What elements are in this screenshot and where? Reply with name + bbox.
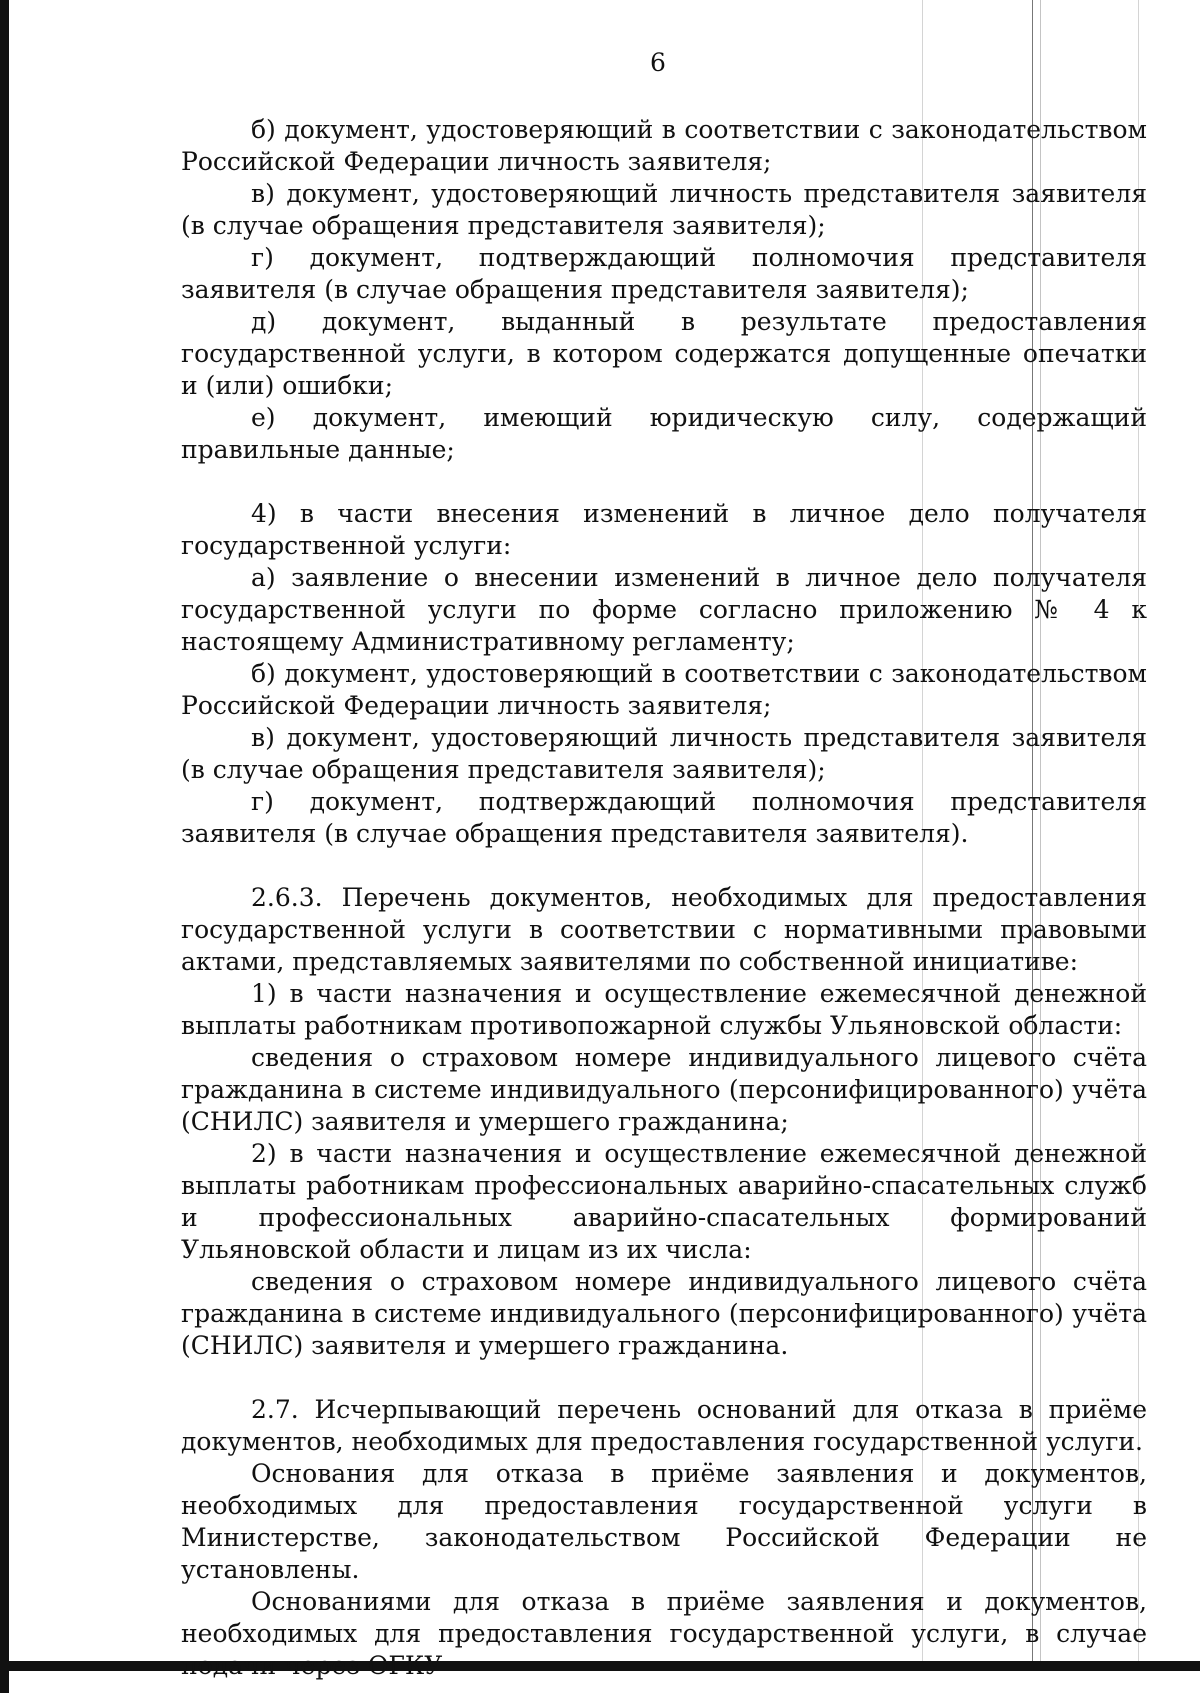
paragraph: Основаниями для отказа в приёме заявления и документов, необходимых для предоставления государственной услуги, в случае подачи через ОГКУ xyxy=(181,1587,1147,1680)
paragraph: в) документ, удостоверяющий личность представителя заявителя (в случае обращения представителя заявителя); xyxy=(181,179,1147,240)
paragraph: г) документ, подтверждающий полномочия представителя заявителя (в случае обращения представителя заявителя); xyxy=(181,243,1147,304)
page-number: 6 xyxy=(650,48,666,77)
document-body xyxy=(181,114,1147,1682)
section-heading-2-7: 2.7. Исчерпывающий перечень оснований для отказа в приёме документов, необходимых для предоставления государственной услуги. xyxy=(181,1395,1147,1456)
paragraph: 4) в части внесения изменений в личное дело получателя государственной услуги: xyxy=(181,499,1147,560)
paragraph: б) документ, удостоверяющий в соответствии с законодательством Российской Федерации личность заявителя; xyxy=(181,115,1147,176)
paragraph: д) документ, выданный в результате предоставления государственной услуги, в котором содержатся допущенные опечатки и (или) ошибки; xyxy=(181,307,1147,400)
paragraph: Основания для отказа в приёме заявления и документов, необходимых для предоставления государственной услуги в Министерстве, законодательством Российской Федерации не установлены. xyxy=(181,1459,1147,1584)
paragraph: сведения о страховом номере индивидуального лицевого счёта гражданина в системе индивидуального (персонифицированного) учёта (СНИЛС) заявителя и умершего гражданина. xyxy=(181,1267,1147,1360)
section-heading-2-6-3: 2.6.3. Перечень документов, необходимых для предоставления государственной услуги в соответствии с нормативными правовыми актами, представляемых заявителями по собственной инициативе: xyxy=(181,883,1147,976)
paragraph: а) заявление о внесении изменений в личное дело получателя государственной услуги по форме согласно приложению № 4 к настоящему Административному регламенту; xyxy=(181,563,1147,656)
paragraph: е) документ, имеющий юридическую силу, содержащий правильные данные; xyxy=(181,403,1147,464)
scan-left-edge xyxy=(0,0,9,1693)
paragraph: 1) в части назначения и осуществление ежемесячной денежной выплаты работникам противопожарной службы Ульяновской области: xyxy=(181,979,1147,1040)
paragraph: б) документ, удостоверяющий в соответствии с законодательством Российской Федерации личность заявителя; xyxy=(181,659,1147,720)
paragraph: в) документ, удостоверяющий личность представителя заявителя (в случае обращения представителя заявителя); xyxy=(181,723,1147,784)
paragraph: сведения о страховом номере индивидуального лицевого счёта гражданина в системе индивидуального (персонифицированного) учёта (СНИЛС) заявителя и умершего гражданина; xyxy=(181,1043,1147,1136)
paragraph: г) документ, подтверждающий полномочия представителя заявителя (в случае обращения представителя заявителя). xyxy=(181,787,1147,848)
paragraph: 2) в части назначения и осуществление ежемесячной денежной выплаты работникам профессиональных аварийно-спасательных служб и профессиональных аварийно-спасательных формирований Ульяновской области и лицам из их числа: xyxy=(181,1139,1147,1264)
